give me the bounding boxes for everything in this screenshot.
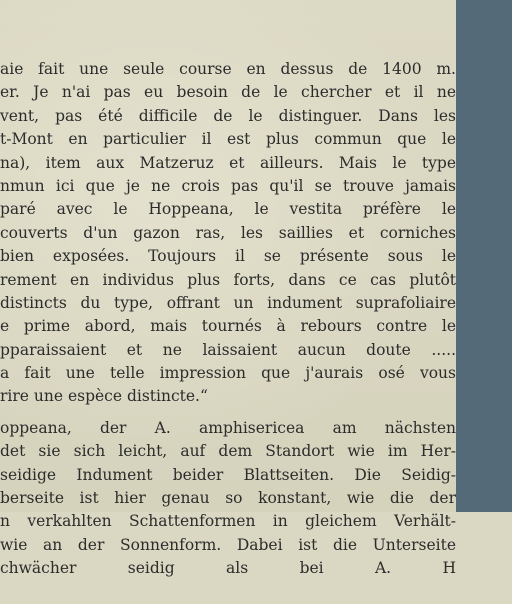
german-paragraph <box>0 417 456 604</box>
text-line: seidige Indument beider Blattseiten. Die Seidig- <box>0 465 456 484</box>
text-line: berseite ist hier genau so konstant, wie die der <box>0 489 456 508</box>
text-line: t-Mont en particulier il est plus commun que le <box>0 130 456 149</box>
text-line: aie fait une seule course en dessus de 1400 m. <box>0 60 456 78</box>
text-line: n verkahlten Schattenformen in gleichem Verhält- <box>0 512 456 531</box>
text-line: couverts d'un gazon ras, les saillies et corniches <box>0 223 456 242</box>
french-quote-paragraph <box>0 58 456 409</box>
paragraph-gap <box>0 409 456 417</box>
text-line: e prime abord, mais tournés à rebours contre le <box>0 317 456 336</box>
text-line: bien exposées. Toujours il se présente sous le <box>0 247 456 266</box>
page-gutter <box>456 0 512 512</box>
text-line: na), item aux Matzeruz et ailleurs. Mais le type <box>0 153 456 172</box>
text-line: oppeana, der A. amphisericea am nächsten <box>0 418 456 437</box>
text-line: wie an der Sonnenform. Dabei ist die Unterseite <box>0 535 456 554</box>
text-line: det sie sich leicht, auf dem Standort wie im Her- <box>0 442 456 461</box>
text-line: pparaissaient et ne laissaient aucun doute ..... <box>0 340 456 359</box>
text-line: rire une espèce distincte.“ <box>0 387 208 406</box>
text-line: a fait une telle impression que j'aurais osé vous <box>0 364 456 383</box>
text-line <box>0 581 456 604</box>
text-line: rement en individus plus forts, dans ce cas plutôt <box>0 270 456 289</box>
text-line: distincts du type, offrant un indument suprafoliaire <box>0 293 456 312</box>
text-line: er. Je n'ai pas eu besoin de le chercher et il ne <box>0 83 456 102</box>
text-line: chwächer seidig als bei A. H <box>0 559 456 578</box>
body-text <box>0 58 456 604</box>
text-line: nmun ici que je ne crois pas qu'il se trouve jamais <box>0 176 456 195</box>
text-line: vent, pas été difficile de le distinguer. Dans les <box>0 106 456 125</box>
text-line: paré avec le Hoppeana, le vestita préfère le <box>0 200 456 219</box>
